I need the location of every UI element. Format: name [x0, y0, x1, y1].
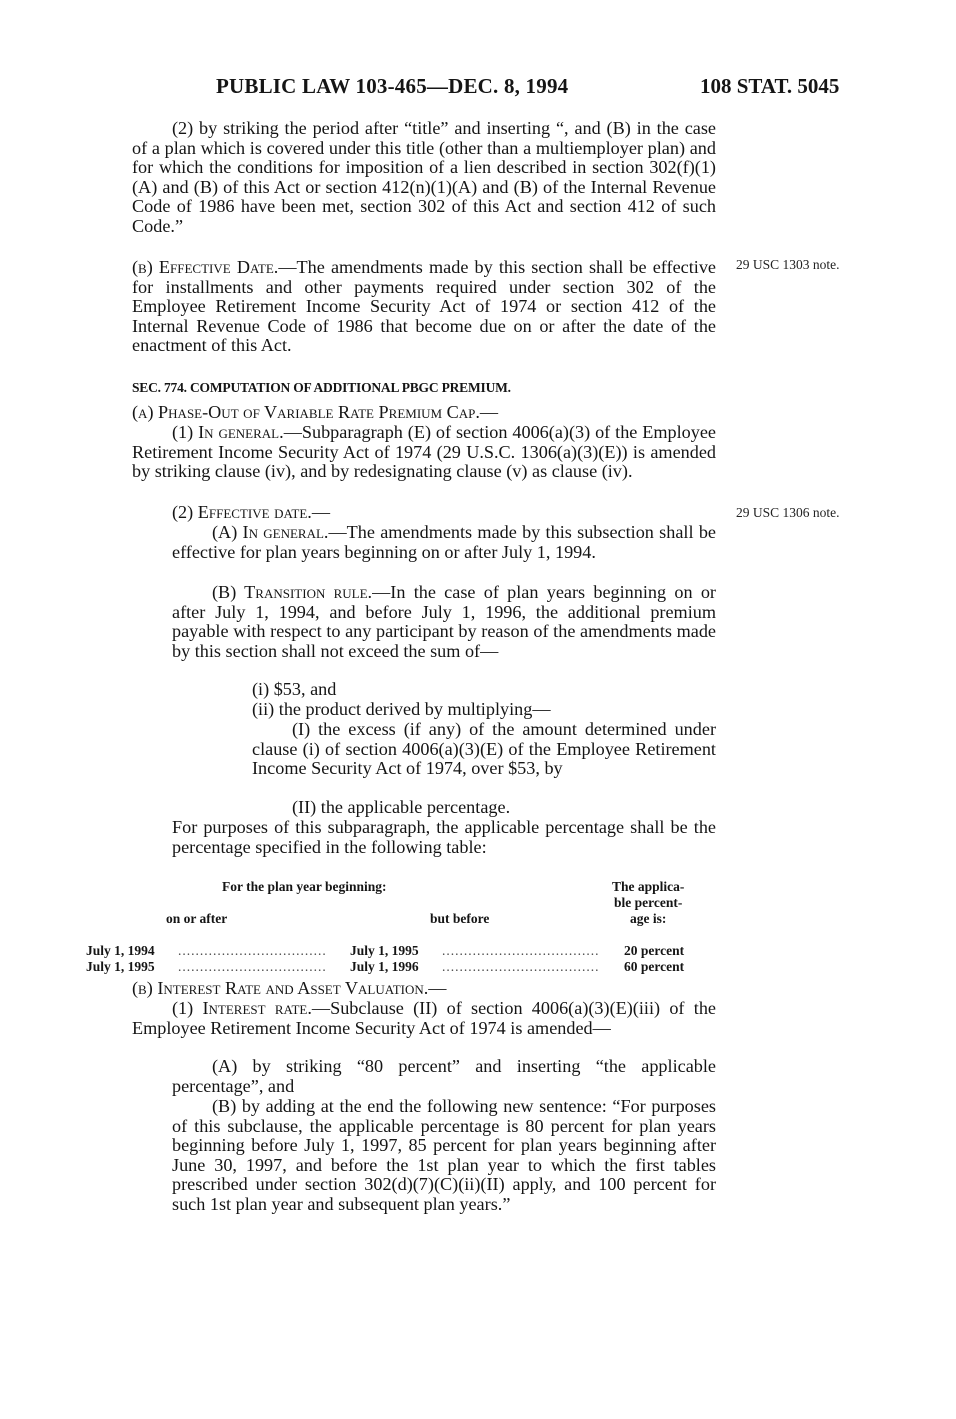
- purposes-paragraph: For purposes of this subparagraph, the applicable percentage shall be the percentage specified in the following table:: [172, 817, 716, 857]
- subsection-a-heading: (a) Phase-Out of Variable Rate Premium Cap.—: [132, 402, 499, 422]
- page-title: PUBLIC LAW 103-465—DEC. 8, 1994: [216, 74, 569, 98]
- subsection-b1: (1) Interest rate.—Subclause (II) of section 4006(a)(3)(E)(iii) of the Employee Retirement Income Security Act of 1974 is amended—: [132, 998, 716, 1038]
- subparagraph-A: (A) In general.—The amendments made by this subsection shall be effective for plan years beginning on or after July 1, 1994.: [172, 522, 716, 562]
- effective-date-text: —The amendments made by this section shall be effective for installments and other payments required under section 302 of the Employee Retirement Income Security Act of 1974 or section 412 of the Internal Revenue Code of 1986 that become due on or after the date of the enactment of this Act.: [132, 257, 717, 356]
- table-col-percentage: The applica- ble percent- age is:: [612, 879, 685, 926]
- subparagraph-b1B: (B) by adding at the end the following new sentence: “For purposes of this subclause, the applicable percentage is 80 percent for plan years beginning before July 1, 1997, 85 percent for plan years beginning after June 30, 1997, and before the 1st plan year to which the first tables prescribed under section 302(d)(7)(C)(ii)(II) apply, and 100 percent for such 1st plan year and subsequent plan years.”: [172, 1096, 716, 1214]
- table-row: July 1, 1995 .................................. July 1, 1996 .................................... 60 percent: [86, 959, 685, 974]
- subparagraph-B: (B) Transition rule.—In the case of plan years beginning on or after July 1, 1994, and before July 1, 1996, the additional premium payable with respect to any participant by reason of the amendments made by this section shall not exceed the sum of—: [172, 582, 716, 661]
- subclause-I: (I) the excess (if any) of the amount determined under clause (i) of section 4006(a)(3)(E) of the Employee Retirement Income Security Act of 1974, over $53, by: [252, 719, 716, 779]
- table-group-header: For the plan year beginning:: [222, 879, 387, 894]
- subparagraph-b1A: (A) by striking “80 percent” and inserting “the applicable percentage”, and: [172, 1056, 716, 1096]
- margin-note-29usc1303: 29 USC 1303 note.: [736, 257, 840, 272]
- clause-ii: (ii) the product derived by multiplying—: [252, 699, 551, 719]
- page-header: [0, 74, 956, 98]
- effective-date-label: (b) Effective Date.: [132, 257, 279, 277]
- subsection-b-heading: (b) Interest Rate and Asset Valuation.—: [132, 978, 447, 998]
- table-col-but-before: but before: [430, 911, 490, 926]
- paragraph-line: (2) by striking the period after “title” and inserting “, and (B) in the case of a plan which is covered under this title (other than a multiemployer plan) and for which the conditions for imposition of a lien described in section 302(f)(1)(A) and (B) of this Act or section 412(n)(1)(A) and (B) of the Internal Revenue Code of 1986 have been met, section 302 of this Act and section 412 of such Code.”: [132, 118, 717, 236]
- margin-note-29usc1306: 29 USC 1306 note.: [736, 505, 840, 520]
- subsection-a1: (1) In general.—Subparagraph (E) of section 4006(a)(3) of the Employee Retirement Income Security Act of 1974 (29 U.S.C. 1306(a)(3)(E)) is amended by striking clause (iv), and by redesignating clause (v) as clause (iv).: [132, 422, 717, 482]
- table-col-on-or-after: on or after: [166, 911, 228, 926]
- subsection-a2-heading: (2) Effective date.—: [172, 502, 331, 522]
- stat-citation: 108 STAT. 5045: [700, 74, 840, 98]
- table-row: July 1, 1994 .................................. July 1, 1995 .................................... 20 percent: [86, 943, 685, 958]
- paragraph-2-striking: [132, 119, 716, 237]
- effective-date-paragraph: [132, 258, 716, 356]
- section-heading: SEC. 774. COMPUTATION OF ADDITIONAL PBGC PREMIUM.: [132, 380, 511, 395]
- clause-i: (i) $53, and: [252, 679, 337, 699]
- subclause-II: (II) the applicable percentage.: [292, 797, 511, 817]
